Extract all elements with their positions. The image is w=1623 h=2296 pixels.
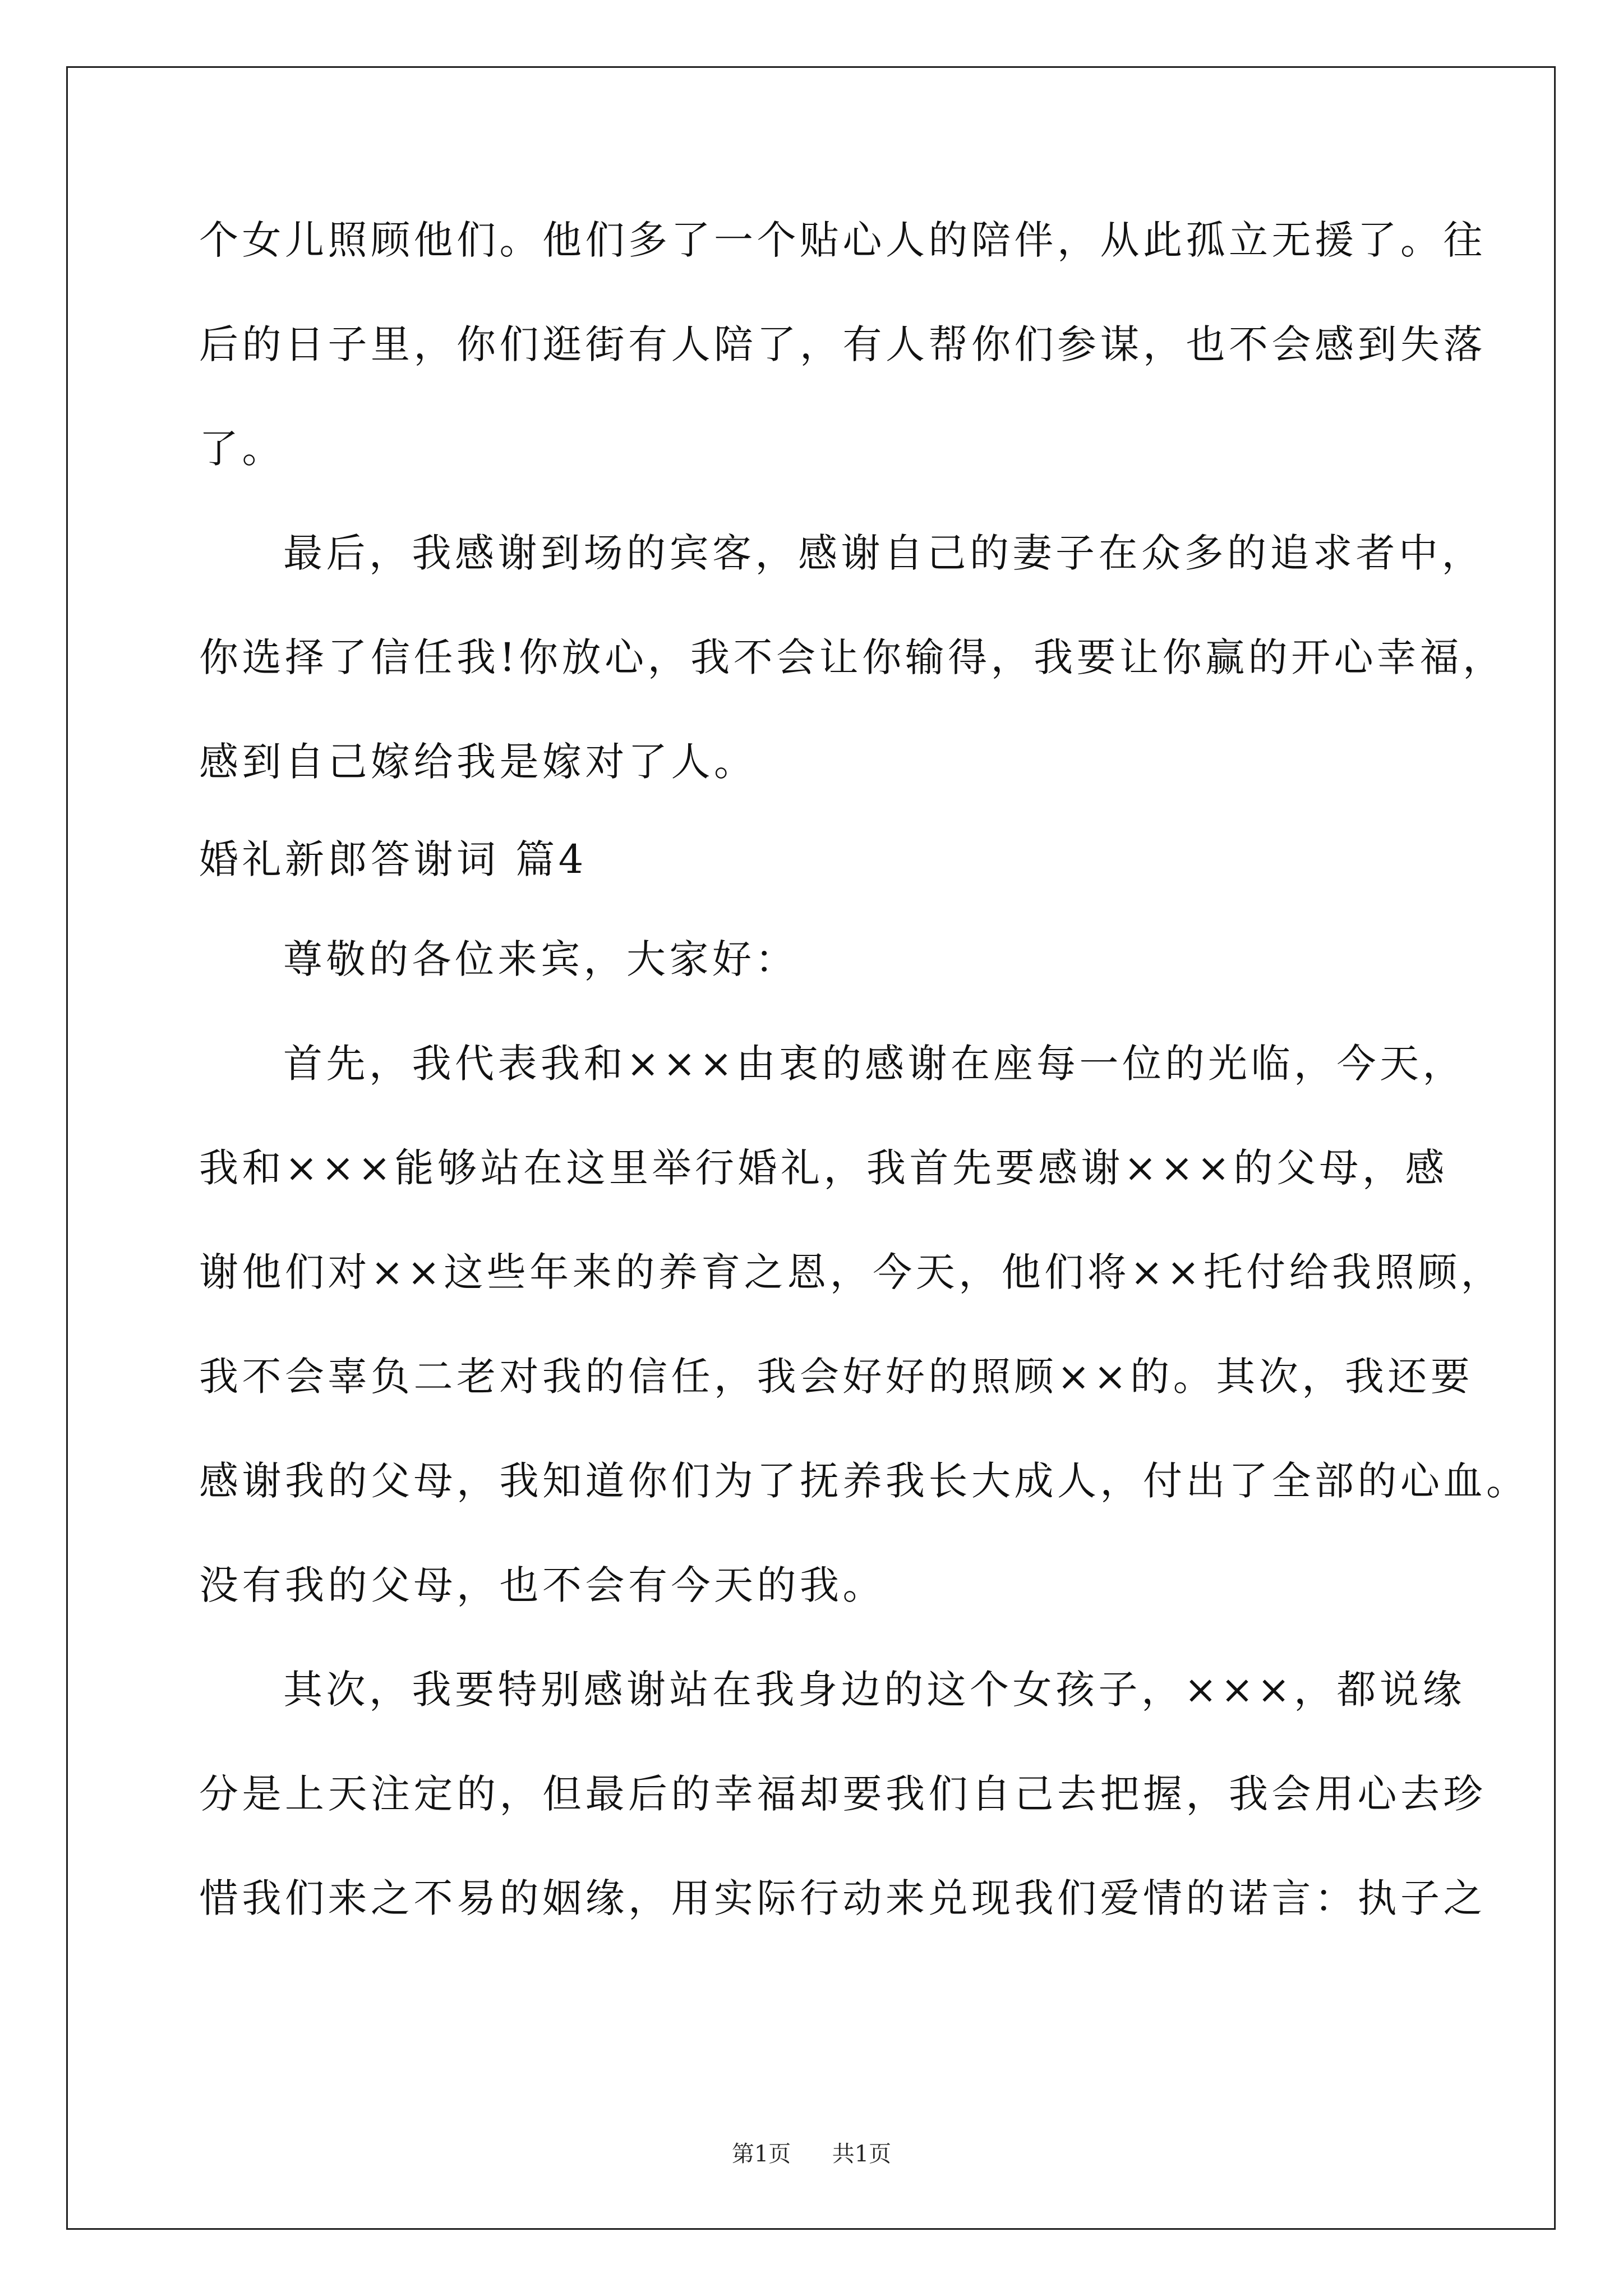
text-line: 感到自己嫁给我是嫁对了人。 <box>199 739 757 785</box>
paragraph-first-line: 最后，我感谢到场的宾客，感谢自己的妻子在众多的追求者中， <box>283 530 1484 576</box>
text-line: 没有我的父母，也不会有今天的我。 <box>199 1562 886 1608</box>
text-line: 我不会辜负二老对我的信任，我会好好的照顾××的。其次，我还要 <box>199 1354 1474 1400</box>
text-line: 分是上天注定的，但最后的幸福却要我们自己去把握，我会用心去珍 <box>199 1771 1486 1817</box>
page-total: 共1页 <box>832 2141 892 2167</box>
page-number: 第1页 <box>731 2141 791 2167</box>
greeting-line: 尊敬的各位来宾，大家好： <box>283 936 798 982</box>
text-line: 我和×××能够站在这里举行婚礼，我首先要感谢×××的父母，感 <box>199 1145 1448 1191</box>
section-heading: 婚礼新郎答谢词 篇4 <box>199 836 587 882</box>
paragraph-first-line: 其次，我要特别感谢站在我身边的这个女孩子，×××，都说缘 <box>283 1667 1465 1713</box>
text-line: 后的日子里，你们逛街有人陪了，有人帮你们参谋，也不会感到失落 <box>199 321 1486 367</box>
text-line: 了。 <box>199 426 285 472</box>
text-line: 你选择了信任我!你放心，我不会让你输得，我要让你赢的开心幸福， <box>199 634 1506 680</box>
paragraph-first-line: 首先，我代表我和×××由衷的感谢在座每一位的光临，今天， <box>283 1041 1465 1087</box>
text-line: 谢他们对××这些年来的养育之恩，今天，他们将××托付给我照顾， <box>199 1249 1504 1295</box>
text-line: 个女儿照顾他们。他们多了一个贴心人的陪伴，从此孤立无援了。往 <box>199 217 1486 263</box>
page-footer <box>0 2140 1623 2168</box>
text-line: 感谢我的父母，我知道你们为了抚养我长大成人，付出了全部的心血。 <box>199 1458 1529 1504</box>
text-line: 惜我们来之不易的姻缘，用实际行动来兑现我们爱情的诺言：执子之 <box>199 1875 1486 1921</box>
